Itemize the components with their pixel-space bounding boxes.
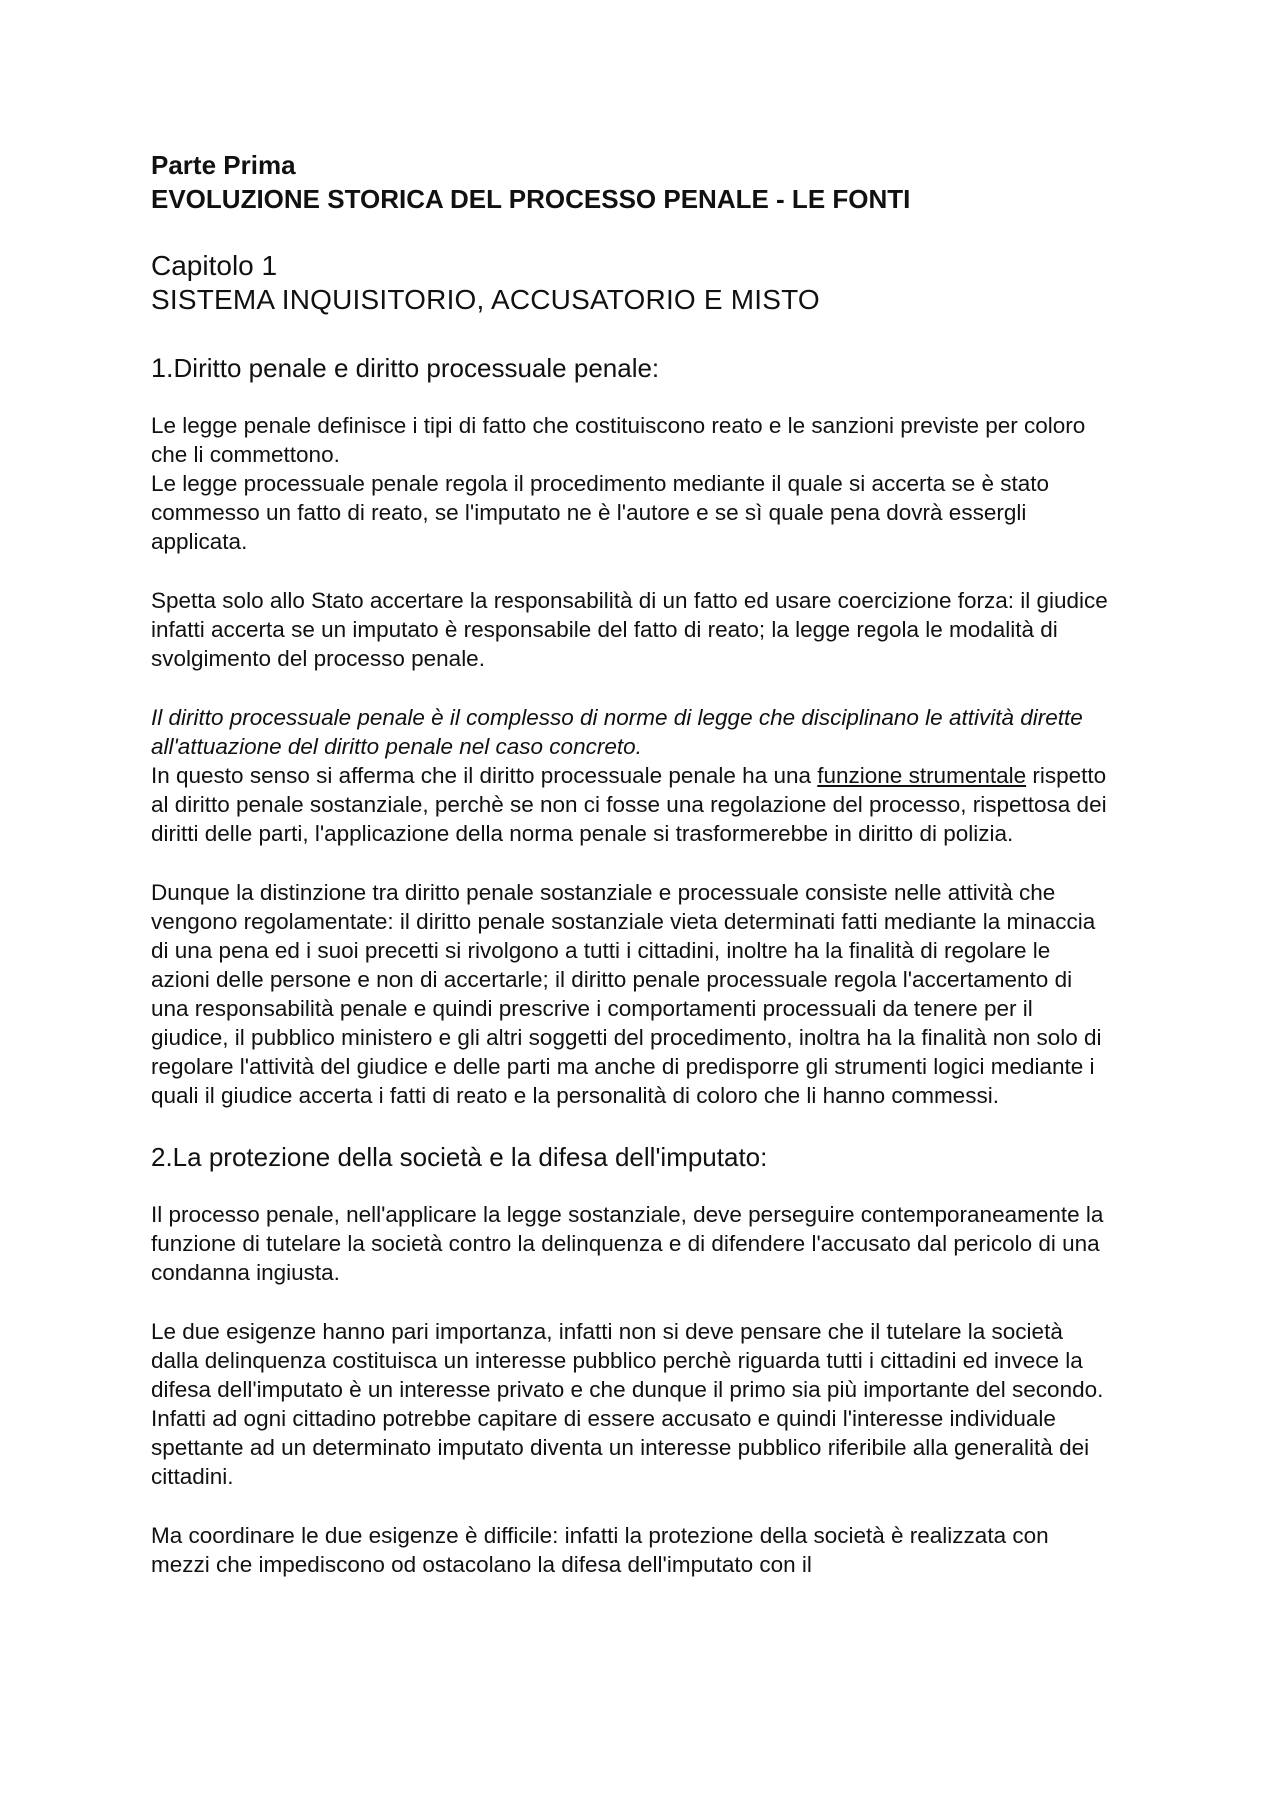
section-2-heading: 2.La protezione della società e la difesa dell'imputato: — [151, 1142, 768, 1172]
part-label: Parte Prima — [151, 150, 296, 180]
funzione-text-before: In questo senso si afferma che il diritto processuale penale ha una — [151, 763, 818, 788]
paragraph-legge-penale: Le legge penale definisce i tipi di fatto che costituiscono reato e le sanzioni previste per coloro che li commettono. — [151, 413, 1086, 467]
funzione-text-after: rispetto al diritto penale sostanziale, perchè se non ci fosse una regolazione del processo, rispettosa dei diritti delle parti, l'applicazione della norma penale si trasformerebbe in diritto di polizia. — [151, 763, 1107, 846]
part-title: EVOLUZIONE STORICA DEL PROCESSO PENALE - LE FONTI — [151, 184, 911, 214]
paragraph-coordinare: Ma coordinare le due esigenze è difficile: infatti la protezione della società è realizzata con mezzi che impediscono od ostacolano la difesa dell'imputato con il — [151, 1523, 1049, 1577]
paragraph-funzione-strumentale — [151, 761, 1111, 848]
paragraph-definition — [151, 703, 1111, 761]
definition-italic: Il diritto processuale penale è il complesso di norme di legge che disciplinano le attività dirette all'attuazione del diritto penale nel caso concreto. — [151, 705, 1083, 759]
document-page — [151, 148, 1111, 1609]
paragraph-legge-processuale: Le legge processuale penale regola il procedimento mediante il quale si accerta se è stato commesso un fatto di reato, se l'imputato ne è l'autore e se sì quale pena dovrà essergli applicata. — [151, 471, 1050, 554]
paragraph-distinzione: Dunque la distinzione tra diritto penale sostanziale e processuale consiste nelle attività che vengono regolamentate: il diritto penale sostanziale vieta determinati fatti mediante la minaccia di una pena ed i suoi precetti si rivolgono a tutti i cittadini, inoltre ha la finalità di regolare le azioni delle persone e non di accertarle; il diritto penale processuale regola l'accertamento di una responsabilità penale e quindi prescrive i comportamenti processuali da tenere per il giudice, il pubblico ministero e gli altri soggetti del procedimento, inoltra ha la finalità non solo di regolare l'attività del giudice e delle parti ma anche di predisporre gli strumenti logici mediante i quali il giudice accerta i fatti di reato e la personalità di coloro che li hanno commessi. — [151, 880, 1102, 1108]
paragraph-due-esigenze: Le due esigenze hanno pari importanza, infatti non si deve pensare che il tutelare la società dalla delinquenza costituisca un interesse pubblico perchè riguarda tutti i cittadini ed invece la difesa dell'imputato è un interesse privato e che dunque il primo sia più importante del secondo. Infatti ad ogni cittadino potrebbe capitare di essere accusato e quindi l'interesse individuale spettante ad un determinato imputato diventa un interesse pubblico riferibile alla generalità dei cittadini. — [151, 1319, 1104, 1489]
chapter-title: SISTEMA INQUISITORIO, ACCUSATORIO E MISTO — [151, 284, 820, 315]
paragraph-processo-penale: Il processo penale, nell'applicare la legge sostanziale, deve perseguire contemporaneamente la funzione di tutelare la società contro la delinquenza e di difendere l'accusato dal pericolo di una condanna ingiusta. — [151, 1202, 1104, 1285]
section-1-number: 1. — [151, 353, 174, 383]
chapter-label: Capitolo 1 — [151, 250, 278, 281]
funzione-strumentale-underlined: funzione strumentale — [817, 763, 1027, 788]
section-1-title: Diritto penale e diritto processuale penale: — [173, 353, 660, 383]
paragraph-spetta-stato: Spetta solo allo Stato accertare la responsabilità di un fatto ed usare coercizione forza: il giudice infatti accerta se un imputato è responsabile del fatto di reato; la legge regola le modalità di svolgimento del processo penale. — [151, 588, 1108, 671]
section-1-heading — [151, 351, 1111, 385]
